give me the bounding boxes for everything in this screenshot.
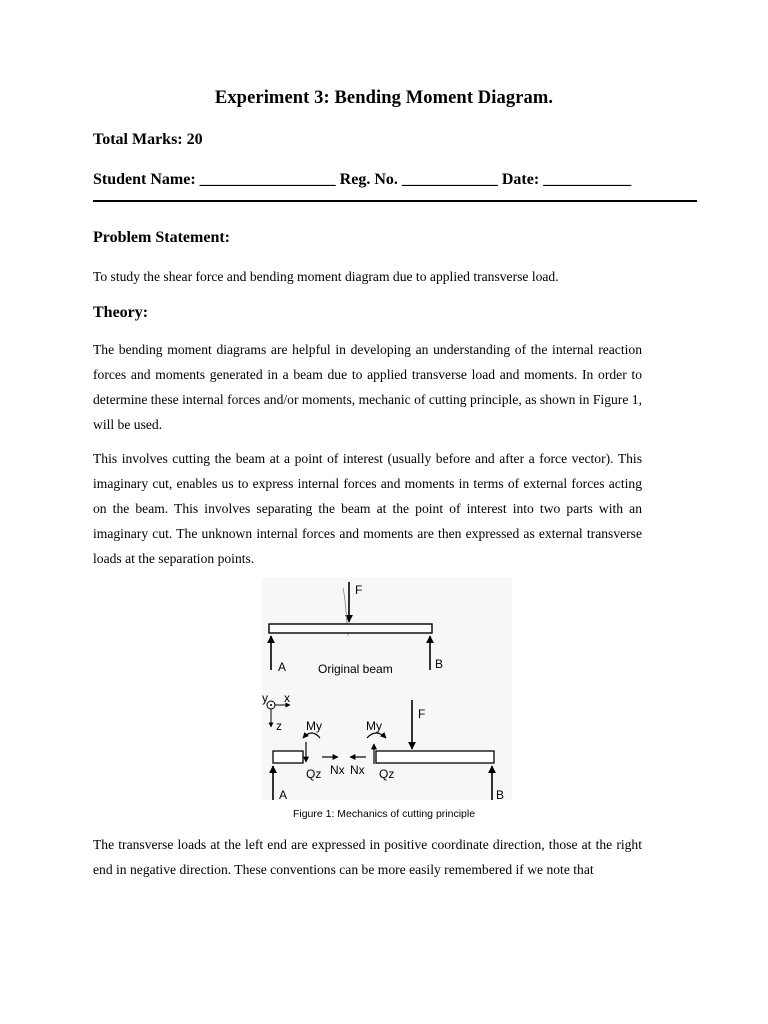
label-support-b-top: B [435,657,444,671]
label-force-bottom: F [418,707,426,721]
student-info-line: Student Name: _________________ Reg. No. ____________ Date: ___________ [93,171,632,188]
page-title: Experiment 3: Bending Moment Diagram. [214,88,554,108]
label-force-top: F [355,583,363,597]
label-original-beam: Original beam [318,662,393,676]
right-beam-segment [376,751,494,763]
header-divider [93,200,697,202]
theory-paragraph-3: The transverse loads at the left end are expressed in positive coordinate direction, those at the right end in negative direction. These conventions can be more easily remembered if we note that [93,837,642,877]
label-axis-y: y [262,691,268,705]
label-moment-right: My [366,719,382,733]
label-moment-left: My [306,719,322,733]
theory-paragraph-1: The bending moment diagrams are helpful in developing an understanding of the internal reaction forces and moments generated in a beam due to applied transverse load and moments. In order to determine these internal forces and/or moments, mechanic of cutting principle, as shown in Figure 1, will be used. [93,342,642,432]
beam-diagram [262,578,512,800]
label-shear-left: Qz [306,767,322,781]
original-beam [269,624,432,633]
theory-heading: Theory: [93,304,149,321]
total-marks: Total Marks: 20 [93,131,203,148]
label-support-a-top: A [278,660,287,674]
label-support-b-bottom: B [496,788,505,800]
figure-cutting-principle [262,578,512,800]
problem-statement-heading: Problem Statement: [93,229,230,246]
label-normal-left: Nx [330,763,345,777]
figure-caption: Figure 1: Mechanics of cutting principle [292,808,476,820]
label-axis-z: z [276,719,282,733]
label-support-a-bottom: A [279,788,288,800]
problem-statement-text: To study the shear force and bending moment diagram due to applied transverse load. [93,269,559,284]
label-normal-right: Nx [350,763,365,777]
label-shear-right: Qz [379,767,395,781]
coordinate-origin-dot [270,704,272,706]
left-beam-segment [273,751,303,763]
label-axis-x: x [284,691,290,705]
theory-paragraph-2: This involves cutting the beam at a point of interest (usually before and after a force vector). This imaginary cut, enables us to express internal forces and moments in terms of external forces acting on the beam. This involves separating the beam at the point of interest into two parts with an imaginary cut. The unknown internal forces and moments are then expressed as external transverse loads at the separation points. [93,451,642,566]
